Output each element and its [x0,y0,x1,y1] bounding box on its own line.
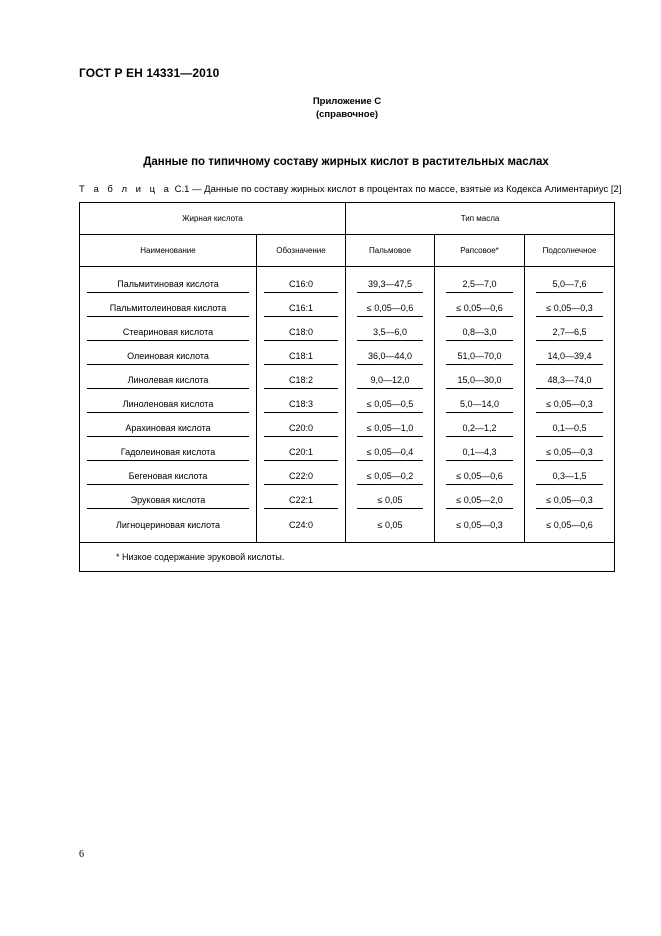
acid-symbol-cell-value [264,277,339,293]
acid-name-cell-value: Эруковая кислота [87,493,249,509]
acid-symbol-subscript: 18:1 [295,351,313,361]
rapeseed-oil-cell-value: ≤ 0,05—0,6 [446,301,513,317]
table-caption-text: С.1 — Данные по составу жирных кислот в процентах по массе, взятые из Кодекса Алиментариус [2] [171,184,622,195]
acid-symbol-cell [257,345,346,369]
acid-symbol-base: C [288,423,296,433]
acid-name-cell [80,267,257,298]
rapeseed-oil-cell-value: ≤ 0,05—0,3 [456,519,503,530]
palm-oil-cell-value: ≤ 0,05—0,6 [357,301,423,317]
acid-symbol-subscript: 22:1 [295,495,313,505]
acid-name-cell-value: Бегеновая кислота [87,469,249,485]
acid-symbol-base: C [288,519,296,530]
table-row [80,417,615,441]
acid-name-cell-value: Стеариновая кислота [87,325,249,341]
table-row [80,297,615,321]
sunflower-oil-cell-value: 48,3—74,0 [536,373,603,389]
rapeseed-oil-cell-value: 0,2—1,2 [446,421,513,437]
group-header-fatty-acid: Жирная кислота [80,203,346,235]
group-header-oil-type: Тип масла [346,203,615,235]
palm-oil-cell [346,267,435,298]
palm-oil-cell [346,465,435,489]
acid-symbol-base: C [288,495,296,505]
palm-oil-cell-value: 9,0—12,0 [357,373,423,389]
palm-oil-cell [346,393,435,417]
acid-symbol-base: C [288,327,296,337]
table-caption-prefix: Т а б л и ц а [79,184,172,195]
acid-symbol-subscript: 22:0 [295,471,313,481]
acid-symbol-cell-value [264,518,339,533]
palm-oil-cell-value: ≤ 0,05—0,5 [357,397,423,413]
page-number: 6 [79,849,84,860]
acid-symbol-subscript: 20:0 [295,423,313,433]
appendix-title: Приложение С [312,96,382,107]
rapeseed-oil-cell-value: ≤ 0,05—0,6 [446,469,513,485]
acid-name-cell [80,465,257,489]
palm-oil-cell-value: ≤ 0,05 [377,519,403,530]
sunflower-oil-cell [525,345,615,369]
acid-symbol-cell-value [264,325,339,341]
rapeseed-oil-cell [435,345,525,369]
palm-oil-cell [346,441,435,465]
acid-symbol-cell [257,297,346,321]
acid-name-cell [80,345,257,369]
acid-symbol-cell-value [264,445,339,461]
sunflower-oil-cell-value: 2,7—6,5 [536,325,603,341]
acid-symbol-cell [257,513,346,543]
table-row [80,267,615,298]
table-row [80,465,615,489]
acid-symbol-base: C [288,471,296,481]
palm-oil-cell [346,369,435,393]
table-row [80,321,615,345]
sunflower-oil-cell [525,297,615,321]
acid-symbol-subscript: 24:0 [295,519,313,530]
column-header-palm: Пальмовое [346,235,435,267]
acid-symbol-subscript: 16:0 [295,279,313,289]
rapeseed-oil-cell [435,465,525,489]
rapeseed-oil-cell-value: 0,1—4,3 [446,445,513,461]
palm-oil-cell-value: ≤ 0,05—0,2 [357,469,423,485]
acid-name-cell [80,417,257,441]
table-row [80,513,615,543]
column-header-name: Наименование [80,235,257,267]
table-row [80,441,615,465]
acid-symbol-cell [257,369,346,393]
appendix-type: (справочное) [315,109,379,120]
acid-symbol-subscript: 18:2 [295,375,313,385]
acid-symbol-cell-value [264,301,339,317]
fatty-acid-table [79,202,615,572]
acid-name-cell [80,441,257,465]
sunflower-oil-cell [525,393,615,417]
sunflower-oil-cell-value: ≤ 0,05—0,3 [536,397,603,413]
acid-symbol-base: C [288,303,296,313]
sunflower-oil-cell-value: ≤ 0,05—0,3 [536,301,603,317]
rapeseed-oil-cell [435,267,525,298]
rapeseed-oil-cell-value: 5,0—14,0 [446,397,513,413]
rapeseed-oil-cell [435,393,525,417]
palm-oil-cell-value: 3,5—6,0 [357,325,423,341]
acid-name-cell [80,297,257,321]
rapeseed-oil-cell-value: 51,0—70,0 [446,349,513,365]
acid-symbol-subscript: 18:3 [295,399,313,409]
palm-oil-cell [346,513,435,543]
column-header-symbol: Обозначение [257,235,346,267]
acid-name-cell [80,393,257,417]
sunflower-oil-cell [525,441,615,465]
palm-oil-cell [346,489,435,513]
acid-symbol-cell [257,441,346,465]
sunflower-oil-cell-value: 5,0—7,6 [536,277,603,293]
acid-symbol-cell [257,489,346,513]
table-body [80,267,615,543]
table-footnote-row [80,543,615,572]
acid-symbol-base: C [288,447,296,457]
table-footnote: * Низкое содержание эруковой кислоты. [80,543,615,572]
palm-oil-cell-value: 36,0—44,0 [357,349,423,365]
sunflower-oil-cell [525,369,615,393]
palm-oil-cell [346,345,435,369]
rapeseed-oil-cell [435,441,525,465]
acid-symbol-subscript: 16:1 [295,303,313,313]
sunflower-oil-cell-value: ≤ 0,05—0,6 [546,519,593,530]
palm-oil-cell-value: ≤ 0,05—0,4 [357,445,423,461]
acid-symbol-cell [257,465,346,489]
acid-symbol-base: C [288,351,296,361]
acid-name-cell-value: Лигноцериновая кислота [116,519,220,530]
table-row [80,393,615,417]
acid-symbol-cell-value [264,421,339,437]
sunflower-oil-cell-value: ≤ 0,05—0,3 [536,493,603,509]
sunflower-oil-cell [525,267,615,298]
section-title: Данные по типичному составу жирных кислот в растительных маслах [143,156,549,168]
acid-name-cell-value: Пальмитиновая кислота [87,277,249,293]
rapeseed-oil-cell-value: 0,8—3,0 [446,325,513,341]
sunflower-oil-cell [525,465,615,489]
palm-oil-cell-value: ≤ 0,05—1,0 [357,421,423,437]
rapeseed-oil-cell [435,369,525,393]
acid-symbol-base: C [288,375,296,385]
acid-symbol-cell [257,321,346,345]
acid-name-cell [80,321,257,345]
sunflower-oil-cell [525,321,615,345]
palm-oil-cell [346,417,435,441]
sunflower-oil-cell [525,489,615,513]
sunflower-oil-cell-value: ≤ 0,05—0,3 [536,445,603,461]
acid-name-cell-value: Линоленовая кислота [87,397,249,413]
acid-symbol-subscript: 18:0 [295,327,313,337]
acid-name-cell-value: Арахиновая кислота [87,421,249,437]
acid-name-cell-value: Пальмитолеиновая кислота [87,301,249,317]
column-header-rapeseed: Рапсовое* [435,235,525,267]
acid-symbol-base: C [288,279,296,289]
sunflower-oil-cell-value: 0,1—0,5 [536,421,603,437]
sunflower-oil-cell [525,513,615,543]
acid-symbol-base: C [288,399,296,409]
rapeseed-oil-cell-value: 2,5—7,0 [446,277,513,293]
palm-oil-cell-value: ≤ 0,05 [357,493,423,509]
acid-name-cell [80,489,257,513]
palm-oil-cell [346,297,435,321]
acid-symbol-cell-value [264,373,339,389]
rapeseed-oil-cell [435,513,525,543]
standard-code: ГОСТ Р ЕН 14331—2010 [79,66,220,80]
table-group-header-row [80,203,615,235]
acid-symbol-subscript: 20:1 [295,447,313,457]
rapeseed-oil-cell [435,297,525,321]
rapeseed-oil-cell [435,489,525,513]
acid-name-cell [80,369,257,393]
table-caption [79,184,621,195]
acid-symbol-cell-value [264,493,339,509]
rapeseed-oil-cell [435,417,525,441]
sunflower-oil-cell-value: 14,0—39,4 [536,349,603,365]
acid-name-cell-value: Линолевая кислота [87,373,249,389]
table-column-header-row [80,235,615,267]
acid-symbol-cell [257,417,346,441]
acid-symbol-cell-value [264,397,339,413]
rapeseed-oil-cell-value: 15,0—30,0 [446,373,513,389]
palm-oil-cell [346,321,435,345]
palm-oil-cell-value: 39,3—47,5 [357,277,423,293]
sunflower-oil-cell [525,417,615,441]
acid-name-cell [80,513,257,543]
column-header-sunflower: Подсолнечное [525,235,615,267]
acid-name-cell-value: Гадолеиновая кислота [87,445,249,461]
sunflower-oil-cell-value: 0,3—1,5 [536,469,603,485]
acid-name-cell-value: Олеиновая кислота [87,349,249,365]
acid-symbol-cell [257,393,346,417]
table-row [80,369,615,393]
rapeseed-oil-cell-value: ≤ 0,05—2,0 [446,493,513,509]
acid-symbol-cell-value [264,469,339,485]
acid-symbol-cell-value [264,349,339,365]
table-row [80,345,615,369]
rapeseed-oil-cell [435,321,525,345]
table-row [80,489,615,513]
acid-symbol-cell [257,267,346,298]
